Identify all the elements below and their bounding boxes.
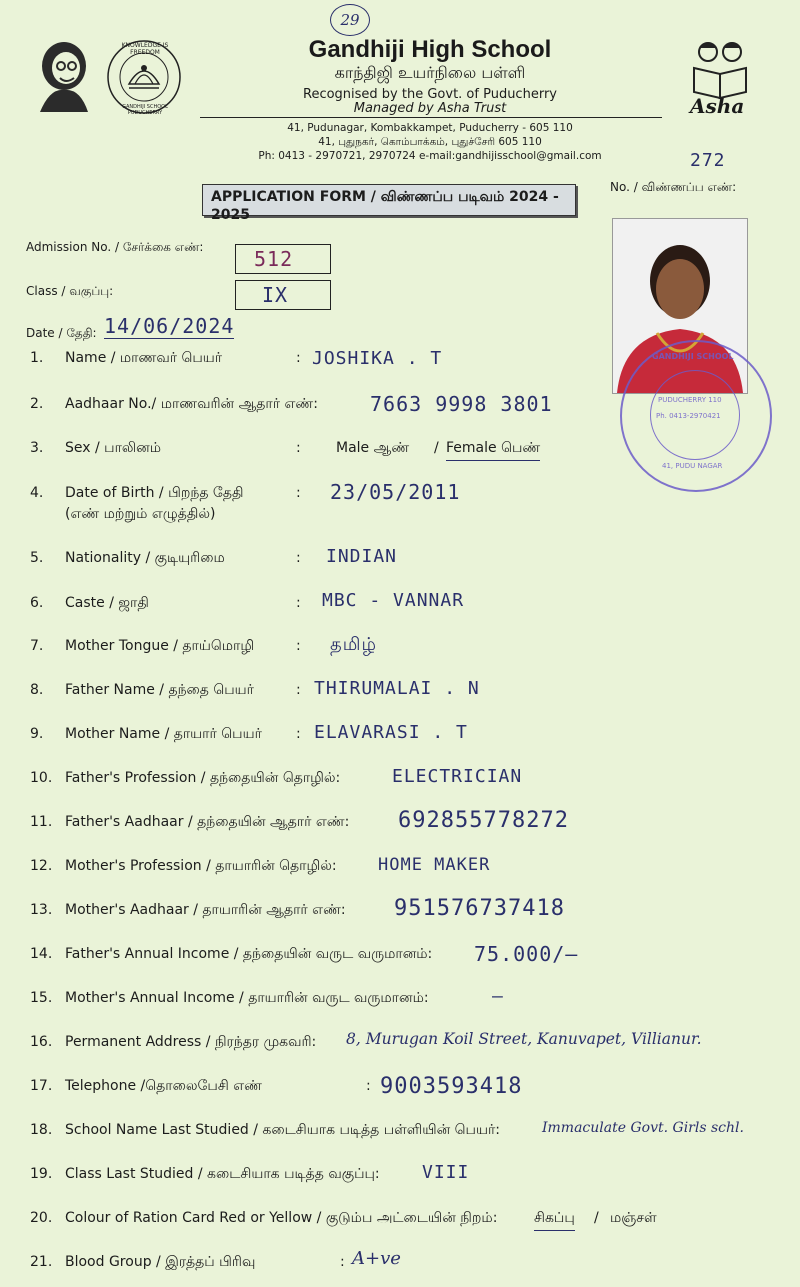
last-school-value[interactable]: Immaculate Govt. Girls schl.	[542, 1120, 744, 1136]
field-number: 14.	[30, 946, 53, 962]
field-number: 19.	[30, 1166, 53, 1182]
field-colon: :	[296, 550, 301, 566]
school-name: Gandhiji High School	[308, 36, 552, 63]
address-english: 41, Pudunagar, Kombakkampet, Puducherry - 605 110	[287, 122, 573, 134]
class-value: IX	[262, 283, 289, 307]
asha-children-logo	[688, 38, 752, 102]
father-income-label: Father's Annual Income / தந்தையின் வருட வருமானம்:	[65, 946, 433, 962]
ration-option-separator: /	[594, 1210, 599, 1226]
nationality-value[interactable]: INDIAN	[326, 546, 398, 567]
mother-aadhaar-value[interactable]: 951576737418	[394, 896, 565, 921]
mother-tongue-label: Mother Tongue / தாய்மொழி	[65, 638, 255, 654]
mother-profession-value[interactable]: HOME MAKER	[378, 855, 491, 875]
mother-profession-label: Mother's Profession / தாயாரின் தொழில்:	[65, 858, 337, 874]
form-number-value: 272	[690, 150, 726, 171]
blood-group-value[interactable]: A+ve	[352, 1248, 401, 1269]
field-colon: :	[296, 485, 301, 501]
field-colon: :	[296, 440, 301, 456]
aadhaar-label: Aadhaar No./ மாணவரின் ஆதார் எண்:	[65, 396, 318, 412]
father-aadhaar-label: Father's Aadhaar / தந்தையின் ஆதார் எண்:	[65, 814, 350, 830]
field-colon: :	[296, 350, 301, 366]
school-stamp	[620, 340, 772, 492]
mother-income-value[interactable]: —	[492, 986, 504, 1007]
field-number: 17.	[30, 1078, 53, 1094]
name-value[interactable]: JOSHIKA . T	[312, 348, 443, 369]
field-number: 2.	[30, 396, 44, 412]
contact-info: Ph: 0413 - 2970721, 2970724 e-mail:gandhijisschool@gmail.com	[258, 150, 602, 162]
field-number: 11.	[30, 814, 53, 830]
dob-label: Date of Birth / பிறந்த தேதி	[65, 485, 244, 501]
form-number-label: No. / விண்ணப்ப எண்:	[610, 180, 737, 194]
mother-name-label: Mother Name / தாயார் பெயர்	[65, 726, 262, 742]
name-label: Name / மாணவர் பெயர்	[65, 350, 223, 366]
emblem-bottom-text: GANDHIJI SCHOOL PUDUCHERRY	[122, 104, 168, 116]
field-colon: :	[296, 682, 301, 698]
field-number: 10.	[30, 770, 53, 786]
address-tamil: 41, புதுநகர், கொம்பாக்கம், புதுச்சேரி 605 110	[318, 136, 542, 148]
telephone-label: Telephone /தொலைபேசி எண்	[65, 1078, 262, 1094]
sex-option-separator: /	[434, 440, 439, 456]
field-number: 4.	[30, 485, 44, 501]
mother-income-label: Mother's Annual Income / தாயாரின் வருட வருமானம்:	[65, 990, 429, 1006]
serial-number-circle: 29	[330, 4, 370, 36]
ration-option-red[interactable]: சிகப்பு	[534, 1210, 575, 1231]
father-profession-label: Father's Profession / தந்தையின் தொழில்:	[65, 770, 341, 786]
ration-card-label: Colour of Ration Card Red or Yellow / குடும்ப அட்டையின் நிறம்:	[65, 1210, 498, 1226]
class-box[interactable]	[235, 280, 331, 310]
field-number: 5.	[30, 550, 44, 566]
field-number: 12.	[30, 858, 53, 874]
date-label: Date / தேதி:	[26, 326, 97, 340]
field-number: 8.	[30, 682, 44, 698]
header-divider	[200, 117, 662, 118]
field-number: 3.	[30, 440, 44, 456]
stamp-phone-text: Ph. 0413-2970421	[656, 412, 721, 420]
sex-option-female[interactable]: Female பெண்	[446, 440, 540, 461]
stamp-top-text: GANDHIJI SCHOOL	[652, 352, 734, 361]
field-colon: :	[296, 638, 301, 654]
sex-option-male[interactable]: Male ஆண்	[336, 440, 410, 456]
field-colon: :	[340, 1254, 345, 1270]
stamp-bottom-text: 41, PUDU NAGAR	[662, 462, 723, 470]
field-colon: :	[366, 1078, 371, 1094]
father-aadhaar-value[interactable]: 692855778272	[398, 808, 569, 833]
admission-number-value: 512	[254, 247, 294, 271]
field-number: 20.	[30, 1210, 53, 1226]
admission-number-box[interactable]	[235, 244, 331, 274]
field-number: 13.	[30, 902, 53, 918]
father-name-label: Father Name / தந்தை பெயர்	[65, 682, 254, 698]
caste-label: Caste / ஜாதி	[65, 595, 149, 611]
date-value: 14/06/2024	[104, 314, 235, 338]
field-number: 1.	[30, 350, 44, 366]
telephone-value[interactable]: 9003593418	[380, 1074, 523, 1099]
stamp-city-text: PUDUCHERRY 110	[658, 396, 722, 404]
field-number: 18.	[30, 1122, 53, 1138]
field-number: 7.	[30, 638, 44, 654]
father-name-value[interactable]: THIRUMALAI . N	[314, 678, 480, 699]
school-name-tamil: காந்திஜி உயர்நிலை பள்ளி	[334, 63, 526, 82]
caste-value[interactable]: MBC - VANNAR	[322, 590, 465, 611]
father-income-value[interactable]: 75.000/—	[474, 942, 579, 966]
application-form-title	[202, 184, 576, 223]
class-label: Class / வகுப்பு:	[26, 284, 114, 298]
dob-sublabel: (எண் மற்றும் எழுத்தில்)	[65, 506, 216, 522]
asha-logo-text: Asha	[690, 94, 745, 118]
ration-option-yellow[interactable]: மஞ்சள்	[610, 1210, 657, 1226]
managed-by-text: Managed by Asha Trust	[353, 101, 507, 116]
aadhaar-value[interactable]: 7663 9998 3801	[370, 392, 553, 416]
emblem-motto: KNOWLEDGE IS FREEDOM	[121, 42, 169, 56]
blood-group-label: Blood Group / இரத்தப் பிரிவு	[65, 1254, 256, 1270]
mother-aadhaar-label: Mother's Aadhaar / தாயாரின் ஆதார் எண்:	[65, 902, 346, 918]
field-number: 6.	[30, 595, 44, 611]
recognition-text: Recognised by the Govt. of Puducherry	[303, 87, 557, 102]
last-class-label: Class Last Studied / கடைசியாக படித்த வகுப்பு:	[65, 1166, 380, 1182]
field-number: 15.	[30, 990, 53, 1006]
sex-label: Sex / பாலினம்	[65, 440, 161, 456]
application-form-title-text: APPLICATION FORM / விண்ணப்ப படிவம் 2024 - 2025	[211, 189, 559, 223]
field-number: 21.	[30, 1254, 53, 1270]
last-class-value[interactable]: VIII	[422, 1162, 470, 1183]
field-number: 16.	[30, 1034, 53, 1050]
mother-tongue-value[interactable]: தமிழ்	[330, 634, 377, 655]
mother-name-value[interactable]: ELAVARASI . T	[314, 722, 468, 743]
last-school-label: School Name Last Studied / கடைசியாக படித்த பள்ளியின் பெயர்:	[65, 1122, 500, 1138]
father-profession-value[interactable]: ELECTRICIAN	[392, 766, 523, 787]
field-colon: :	[296, 595, 301, 611]
admission-label: Admission No. / சேர்க்கை எண்:	[26, 240, 204, 254]
field-colon: :	[296, 726, 301, 742]
field-number: 9.	[30, 726, 44, 742]
address-value[interactable]: 8, Murugan Koil Street, Kanuvapet, Villianur.	[346, 1030, 702, 1048]
nationality-label: Nationality / குடியுரிமை	[65, 550, 225, 566]
dob-value[interactable]: 23/05/2011	[330, 480, 461, 504]
address-label: Permanent Address / நிரந்தர முகவரி:	[65, 1034, 317, 1050]
